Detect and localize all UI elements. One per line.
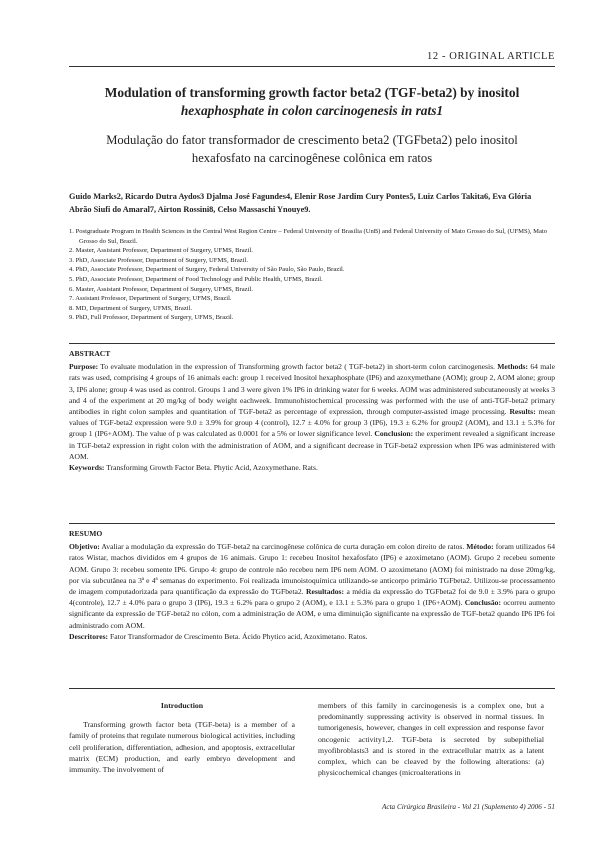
- title-en-line2: hexaphosphate in colon carcinogenesis in rats1: [180, 103, 444, 118]
- resumo-top-rule: [69, 523, 555, 524]
- affiliation-item: 1. Postgraduate Program in Health Sciences in the Central West Region Centre – Federal University of Brasilia (UnB) and Federal University of Mato Grosso do Sul, (UFMS), Mato Grosso do Sul, Brazil.: [69, 228, 548, 245]
- affiliation-item: 2. Master, Assistant Professor, Department of Surgery, UFMS, Brazil.: [69, 247, 253, 255]
- descritores-label: Descritores:: [69, 631, 109, 641]
- abstract-block: [69, 348, 555, 473]
- keywords-label: Keywords:: [69, 463, 105, 473]
- intro-heading: Introduction: [160, 701, 204, 710]
- title-pt-line2: hexafosfato na carcinogênese colônica em ratos: [191, 151, 433, 165]
- intro-top-rule: [69, 688, 555, 689]
- abstract-heading: ABSTRACT: [69, 349, 111, 358]
- affiliation-item: 3. PhD, Associate Professor, Department of Surgery, UFMS, Brazil.: [69, 256, 249, 264]
- resumo-block: [69, 528, 555, 642]
- affiliation-item: 7. Assistant Professor, Department of Surgery, UFMS, Brazil.: [69, 295, 232, 303]
- purpose-text: To evaluate modulation in the expression of Transforming growth factor beta2 ( TGF-beta2) in short-term colon carcinogenesis.: [100, 362, 495, 372]
- title-pt-line1: Modulação do fator transformador de crescimento beta2 (TGFbeta2) pelo inositol: [106, 133, 518, 147]
- header-rule: [69, 66, 555, 67]
- affiliation-item: 4. PhD, Associate Professor, Department of Surgery, Federal University of São Paulo, São Paulo, Brazil.: [69, 266, 345, 274]
- resultados-label: Resultados:: [306, 587, 345, 597]
- keywords-text: Transforming Growth Factor Beta. Phytic Acid, Azoxymethane. Rats.: [106, 463, 318, 473]
- resumo-heading: RESUMO: [69, 529, 103, 538]
- conclusao-text: ocorreu aumento significante da expressão de TGF-beta2 no cólon, com a administração de AOM, e uma diminuição significante na expressão de TGF-beta2 quando IP6 IP6 foi administrado com AOM.: [69, 598, 555, 630]
- metodo-label: Método:: [466, 542, 494, 552]
- methods-label: Methods:: [497, 362, 529, 372]
- conclusion-text: the experiment revealed a significant increase in TGF-beta2 expression in right colon with the administration of AOM, and a significant decrease in TGF-beta2 expression when IP6 was administered with AOM.: [69, 429, 555, 461]
- article-title-en: [69, 84, 555, 120]
- intro-left-column: [69, 700, 295, 775]
- descritores-line: [69, 631, 555, 642]
- metodo-text: foram utilizados 64 ratos Wistar, machos divididos em 4 grupos de 16 animais. Grupo 1: recebeu Inositol hexafosfato (IP6) e azoximetano (AOM). Grupo 2 recebeu somente AOM. Grupo 3: recebeu somente IP6. Grupo 4: grupo de controle não recebeu nem IP6 nem AOM. O azoximetano (AOM) foi ministrado na dose 20mg/kg, por via subcutânea na 3ª e 4ª semanas do experimento. Foi realizada imunoistoquímica utilizando-se anticorpo primário TGFbeta2. Utilizou-se processamento de imagem computadorizada para quantificação da expressão do TGFbeta2.: [69, 542, 555, 597]
- conclusion-label: Conclusion:: [374, 429, 414, 439]
- resultados-text: a média da expressão do TGFbeta2 foi de 9.0 ± 3.9% para o grupo 4(controle), 12.7 ± 4.0% para o grupo 3 (IP6), 19.3 ± 6.2% para o grupo 2 (AOM), e 13.1 ± 5.3% para o grupo 1 (IP6+AOM).: [69, 587, 555, 608]
- objetivo-label: Objetivo:: [69, 542, 100, 552]
- author-list: Guido Marks2, Ricardo Dutra Aydos3 Djalma José Fagundes4, Elenir Rose Jardim Cury Pontes5, Luiz Carlos Takita6, Eva Glória Abrão Siufi do Amaral7, Airton Rossini8, Celso Massaschi Ynouye9.: [69, 192, 532, 214]
- journal-footer: Acta Cirúrgica Brasileira - Vol 21 (Suplemento 4) 2006 - 51: [381, 803, 555, 811]
- objetivo-text: Avaliar a modulação da expressão do TGF-beta2 na carcinogênese colônica de curta duração em colon direito de ratos.: [101, 542, 465, 552]
- affiliation-item: 9. PhD, Full Professor, Department of Surgery, UFMS, Brazil.: [69, 314, 234, 322]
- conclusao-label: Conclusão:: [464, 598, 502, 608]
- title-en-line1: Modulation of transforming growth factor beta2 (TGF-beta2) by inositol: [104, 85, 520, 100]
- abstract-top-rule: [69, 343, 555, 344]
- intro-paragraph-right: members of this family in carcinogenesis is a complex one, but a predominantly suppressing activity is observed in normal tissues. In tumorigenesis, however, changes in cell expression and response favor oncogenic activity1,2. TGF-beta is secreted by subepithelial myofibroblasts3 and is stored in the extracellular matrix as a latent complex, which can be cleaved by the following alterations: (a) physicochemical changes (microalterations in: [318, 701, 544, 778]
- article-title-pt: [69, 131, 555, 167]
- affiliation-item: 6. Master, Assistant Professor, Department of Surgery, UFMS, Brazil.: [69, 285, 253, 293]
- abstract-body: [69, 361, 555, 462]
- resumo-body: [69, 541, 555, 631]
- intro-right-column: [318, 700, 544, 778]
- keywords-line: [69, 462, 555, 473]
- descritores-text: Fator Transformador de Crescimento Beta. Ácido Phytico acid, Azoximetano. Ratos.: [109, 631, 368, 641]
- purpose-label: Purpose:: [69, 362, 99, 372]
- section-label: 12 - ORIGINAL ARTICLE: [427, 51, 555, 62]
- affiliation-item: 5. PhD, Associate Professor, Department of Food Technology and Public Health, UFMS, Brazil.: [69, 275, 323, 283]
- affiliation-item: 8. MD, Department of Surgery, UFMS, Brazil.: [69, 304, 193, 312]
- results-text: mean values of TGF-beta2 expression were 9.0 ± 3.9% for group 4 (control), 12.7 ± 4.0% for group 3 (IP6), 19.3 ± 6.2% for group2 (AOM), and 13.1 ± 5.3% for group 1 (IP6+AOM). The value of p was calculated as 0.0001 for a 5% or lower significance level.: [69, 407, 555, 439]
- methods-text: 64 male rats was used, comprising 4 groups of 16 animals each: group 1 received Inositol hexaphosphate (IP6) and azoxymethane (AOM); group 2, AOM alone; group 3, IP6 alone; group 4 was used as control. Groups 1 and 3 were given 1% IP6 in drinking water for 6 weeks. AOM was administered subcutaneously at weeks 3 and 4 of the experiment at 20 mg/kg of body weight eachweek. Immunohistochemical processing was performed with the use of anti-TGF-beta2 primary antibodies in right colon samples and quantitation of TGF-beta2 as percentage of expression, through computer-assisted image processing.: [69, 362, 555, 417]
- affiliation-list: [69, 227, 555, 323]
- intro-paragraph-left: Transforming growth factor beta (TGF-beta) is a member of a family of proteins that regulate numerous biological activities, including cell proliferation, differentiation, adhesion, and apoptosis, extracellular matrix (ECM) production, and early embryo development and immunity. The involvement of: [69, 720, 295, 775]
- results-label: Results:: [509, 407, 536, 417]
